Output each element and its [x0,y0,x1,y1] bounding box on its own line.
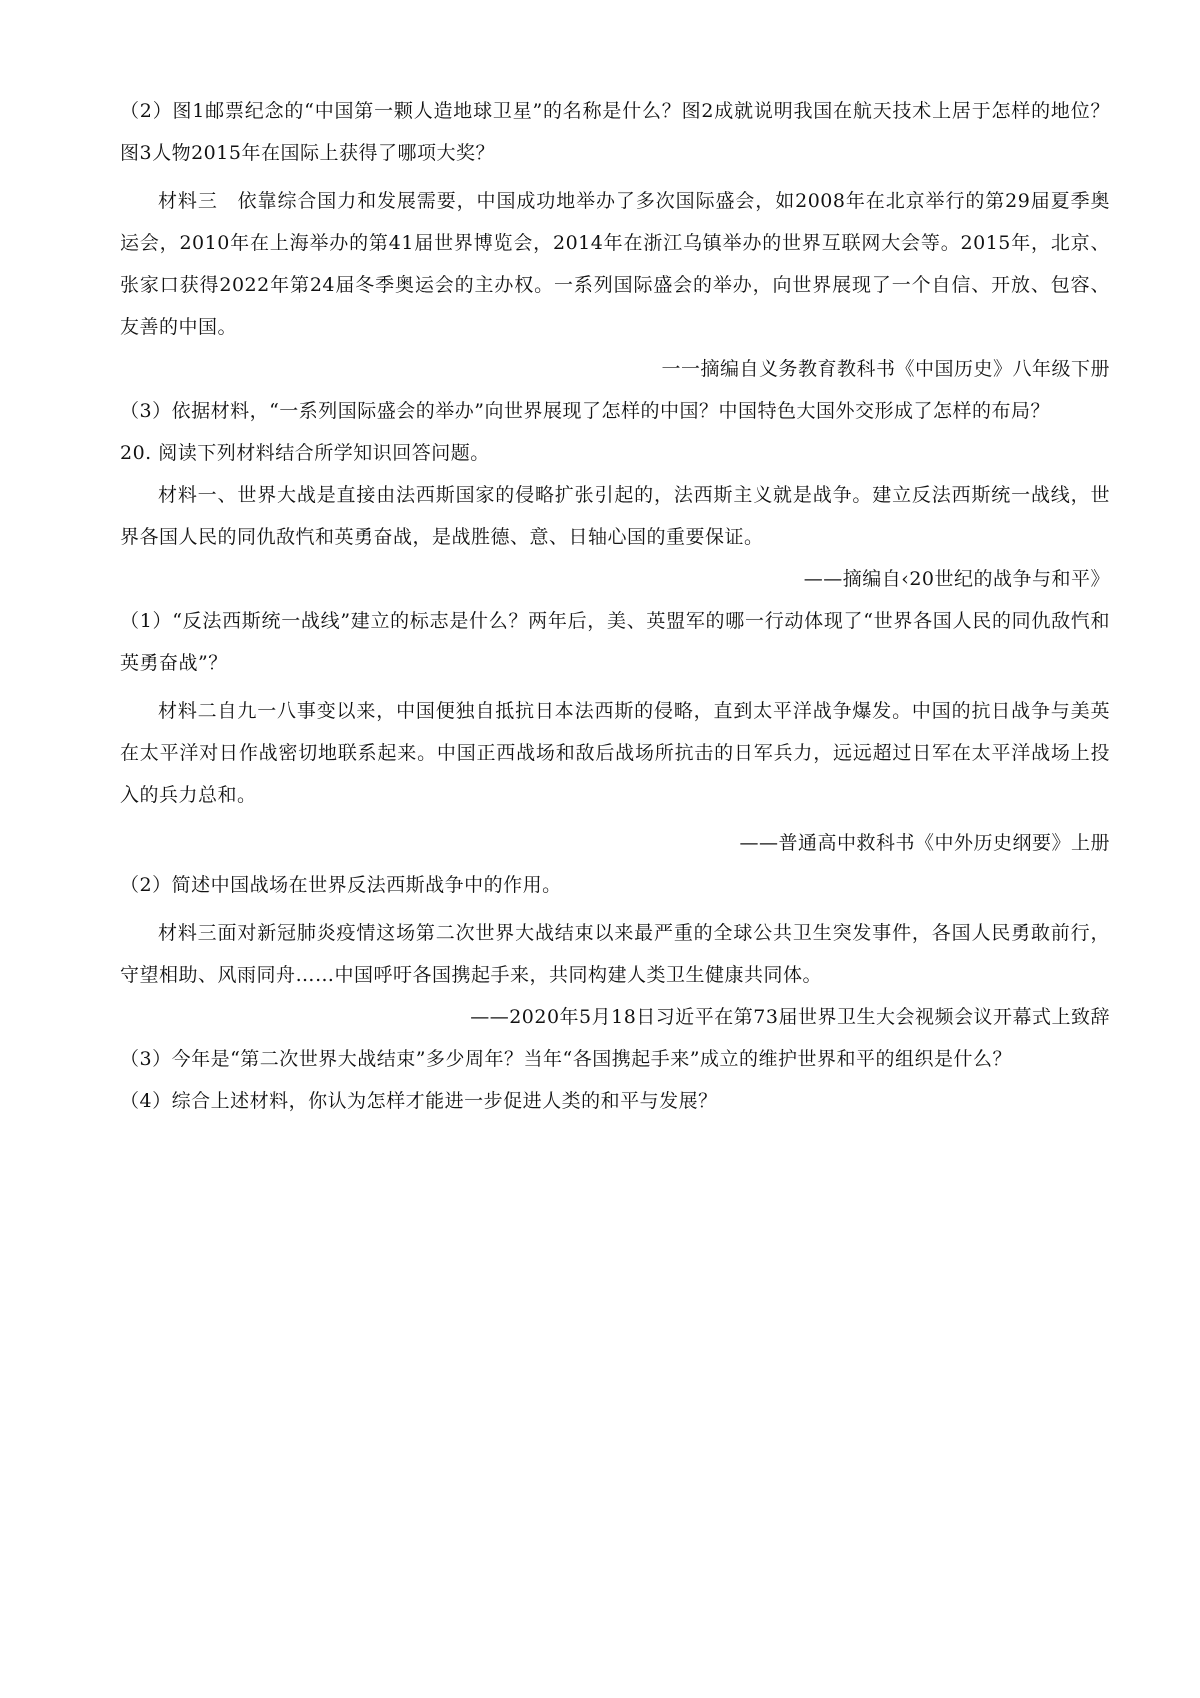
material-20-1: 材料一、世界大战是直接由法西斯国家的侵略扩张引起的，法西斯主义就是战争。建立反法西斯统一战线，世界各国人民的同仇敌忾和英勇奋战，是战胜德、意、日轴心国的重要保证。 [120,484,1110,548]
document-content [120,90,1110,1122]
question-20-3: （3）今年是“第二次世界大战结束”多少周年？当年“各国携起手来”成立的维护世界和平的组织是什么？ [120,1048,1012,1070]
question-19-3: （3）依据材料，“一系列国际盛会的举办”向世界展现了怎样的中国？中国特色大国外交形成了怎样的布局？ [120,400,1051,422]
source-20-2: ——普通高中救科书《中外历史纲要》上册 [739,832,1110,854]
source-19-3: 一一摘编自义务教育教科书《中国历史》八年级下册 [661,358,1110,380]
source-20-1: ——摘编自‹20世纪的战争与和平》 [803,568,1110,590]
material-20-3: 材料三面对新冠肺炎疫情这场第二次世界大战结束以来最严重的全球公共卫生突发事件，各国人民勇敢前行，守望相助、风雨同舟……中国呼吁各国携起手来，共同构建人类卫生健康共同体。 [120,922,1110,986]
question-19-2: （2）图1邮票纪念的“中国第一颗人造地球卫星”的名称是什么？图2成就说明我国在航天技术上居于怎样的地位？图3人物2015年在国际上获得了哪项大奖？ [120,100,1110,164]
question-20-1: （1）“反法西斯统一战线”建立的标志是什么？两年后，美、英盟军的哪一行动体现了“世界各国人民的同仇敌忾和英勇奋战”？ [120,610,1110,674]
source-20-3: ——2020年5月18日习近平在第73届世界卫生大会视频会议开幕式上致辞 [470,1006,1110,1028]
question-20-2: （2）简述中国战场在世界反法西斯战争中的作用。 [120,874,562,896]
material-19-3: 材料三 依靠综合国力和发展需要，中国成功地举办了多次国际盛会，如2008年在北京举行的第29届夏季奥运会，2010年在上海举办的第41届世界博览会，2014年在浙江乌镇举办的世界互联网大会等。2015年，北京、张家口获得2022年第24届冬季奥运会的主办权。一系列国际盛会的举办，向世界展现了一个自信、开放、包容、友善的中国。 [120,190,1110,338]
question-20-4: （4）综合上述材料，你认为怎样才能进一步促进人类的和平与发展？ [120,1090,718,1112]
question-20-heading: 20. 阅读下列材料结合所学知识回答问题。 [120,442,490,464]
material-20-2: 材料二自九一八事变以来，中国便独自抵抗日本法西斯的侵略，直到太平洋战争爆发。中国的抗日战争与美英在太平洋对日作战密切地联系起来。中国正西战场和敌后战场所抗击的日军兵力，远远超过日军在太平洋战场上投入的兵力总和。 [120,700,1110,806]
